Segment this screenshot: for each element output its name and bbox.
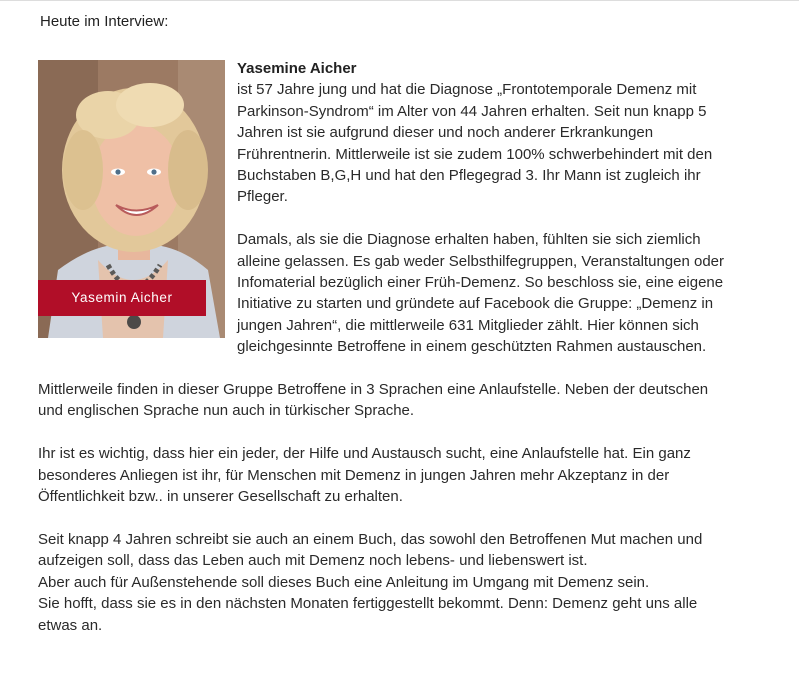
interview-article: [38, 58, 736, 636]
book-line-3: Sie hofft, dass sie es in den nächsten Monaten fertiggestellt bekommt. Denn: Demenz geht uns alle etwas an.: [38, 595, 698, 634]
paragraph-acceptance: Ihr ist es wichtig, dass hier ein jeder, der Hilfe und Austausch sucht, eine Anlaufstelle hat. Ein ganz besonderes Anliegen ist ihr, für Menschen mit Demenz in jungen Jahren mehr Akzeptanz in der Öffentlichkeit bzw.. in unserer Gesellschaft zu erhalten.: [38, 445, 691, 506]
book-line-2: Aber auch für Außenstehende soll dieses Buch eine Anleitung im Umgang mit Demenz sein.: [38, 573, 650, 591]
photo-caption: Yasemin Aicher: [38, 280, 206, 316]
intro-heading: Heute im Interview:: [40, 13, 169, 30]
book-line-1: Seit knapp 4 Jahren schreibt sie auch an einem Buch, das sowohl den Betroffenen Mut machen und aufzeigen soll, dass das Leben auch mit Demenz noch lebens- und liebenswert ist.: [38, 530, 703, 570]
portrait-photo: [38, 60, 225, 338]
paragraph-initiative: Damals, als sie die Diagnose erhalten haben, fühlten sie sich ziemlich alleine gelassen. Es gab weder Selbsthilfegruppen, Veranstaltungen oder Infomaterial bezüglich einer Früh-Demenz. So beschloss sie, eine eigene Initiative zu starten und gründete auf Facebook die Gruppe: „Demenz in jungen Jahren“, die mittlerweile 631 Mitglieder zählt. Hier können sich gleichgesinnte Betroffene in einem geschützten Rahmen austauschen.: [237, 231, 725, 356]
paragraph-book: [38, 529, 736, 636]
interviewee-name: Yasemine Aicher: [237, 60, 357, 77]
paragraph-diagnosis: ist 57 Jahre jung und hat die Diagnose „Frontotemporale Demenz mit Parkinson-Syndrom“ im Alter von 44 Jahren erhalten. Seit nun knapp 5 Jahren ist sie aufgrund dieser und noch anderer Erkrankungen Frührentnerin. Mittlerweile ist sie zudem 100% schwerbehindert mit den Buchstaben B,G,H und hat den Pflegegrad 3. Ihr Mann ist zugleich ihr Pfleger.: [237, 81, 713, 206]
paragraph-languages: Mittlerweile finden in dieser Gruppe Betroffene in 3 Sprachen eine Anlaufstelle. Neben der deutschen und englischen Sprache nun auch in türkischer Sprache.: [38, 381, 709, 420]
top-divider: [0, 0, 799, 1]
